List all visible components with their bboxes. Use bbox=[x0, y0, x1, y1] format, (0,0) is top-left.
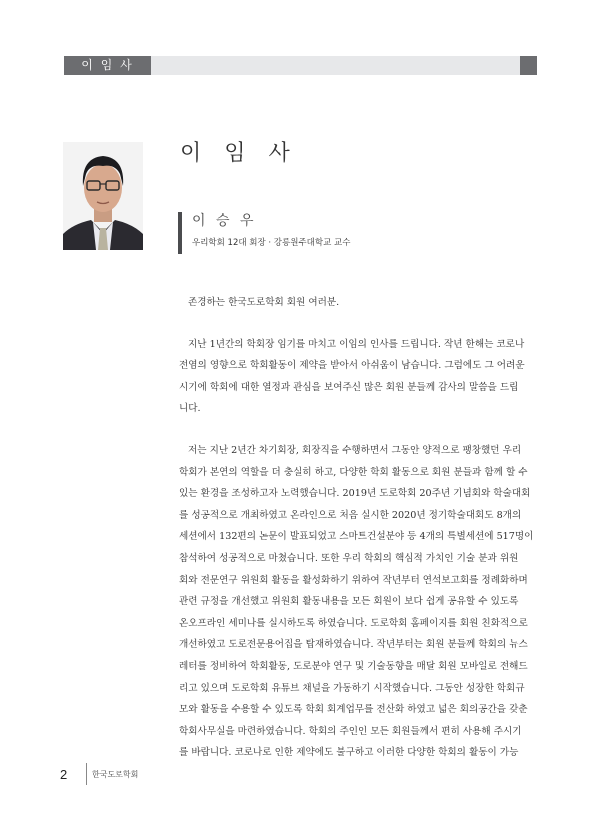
paragraph-line: 회와 전문연구 위원회 활동을 활성화하기 위하여 작년부터 연석보고회를 정례화하며 bbox=[179, 574, 528, 586]
paragraph-line: 를 바랍니다. 코로나로 인한 제약에도 불구하고 이러한 다양한 학회의 활동이 가능 bbox=[179, 747, 519, 759]
footer-divider bbox=[86, 763, 87, 785]
paragraph-line: 온오프라인 세미나를 실시하도록 하였습니다. 도로학회 홈페이지를 회원 친화적으로 bbox=[179, 617, 528, 629]
paragraph-line: 리고 있으며 도로학회 유튜브 채널을 가동하기 시작했습니다. 그동안 성장한 학회규 bbox=[179, 682, 525, 694]
paragraph-line: 세션에서 132편의 논문이 발표되었고 스마트건설분야 등 4개의 특별세션에 517명이 bbox=[179, 531, 534, 543]
author-block bbox=[178, 212, 350, 254]
body-text bbox=[179, 292, 539, 764]
author-photo bbox=[63, 142, 143, 250]
paragraph-line: 있는 환경을 조성하고자 노력했습니다. 2019년 도로학회 20주년 기념회와 학술대회 bbox=[179, 488, 531, 500]
paragraph-line: 모와 활동을 수용할 수 있도록 학회 회계업무를 전산화 하였고 넓은 회의공간을 갖춘 bbox=[179, 704, 528, 716]
paragraph-line: 참석하여 성공적으로 마쳤습니다. 또한 우리 학회의 핵심적 가치인 기술 분과 위원 bbox=[179, 552, 519, 564]
page-title: 이 임 사 bbox=[180, 141, 298, 166]
paragraph-line: 개선하였고 도로전문용어집을 탑재하였습니다. 작년부터는 회원 분들께 학회의 뉴스 bbox=[179, 639, 528, 651]
header-end-block bbox=[520, 56, 537, 75]
paragraph-line: 존경하는 한국도로학회 회원 여러분. bbox=[188, 297, 340, 308]
paragraph-line: 지난 1년간의 학회장 임기를 마치고 이임의 인사를 드립니다. 작년 한해는 코로나 bbox=[188, 338, 525, 350]
paragraph-line: 학회가 본연의 역할을 더 충실히 하고, 다양한 학회 활동으로 회원 분들과 함께 할 수 bbox=[179, 466, 528, 478]
paragraph-line: 시기에 학회에 대한 열정과 관심을 보여주신 많은 회원 분들께 감사의 말씀을 드립 bbox=[179, 381, 519, 393]
paragraph-line: 를 성공적으로 개최하였고 온라인으로 처음 실시한 2020년 정기학술대회도 8개의 bbox=[179, 509, 522, 521]
paragraph-line: 학회사무실을 마련하였습니다. 학회의 주인인 모든 회원들께서 편히 사용해 주시기 bbox=[179, 725, 522, 737]
publication-name: 한국도로학회 bbox=[92, 770, 139, 779]
paragraph-line: 관련 규정을 개선했고 위원회 활동내용을 모든 회원이 보다 쉽게 공유할 수 있도록 bbox=[179, 596, 519, 608]
paragraph-line: 니다. bbox=[179, 403, 201, 415]
paragraph-line: 전염의 영향으로 학회활동이 제약을 받아서 아쉬움이 남습니다. 그럼에도 그 어려운 bbox=[179, 360, 525, 372]
author-name: 이 승 우 bbox=[192, 213, 257, 229]
page-number: 2 bbox=[60, 767, 68, 782]
paragraph-line: 레터를 정비하여 학회활동, 도로분야 연구 및 기술동향을 매달 회원 모바일로 전해드 bbox=[179, 660, 528, 672]
paragraph-line: 저는 지난 2년간 차기회장, 회장직을 수행하면서 그동안 양적으로 팽창했던 우리 bbox=[188, 444, 522, 456]
header-tab: 이 임 사 bbox=[64, 56, 151, 75]
author-role: 우리학회 12대 회장 · 강릉원주대학교 교수 bbox=[192, 238, 351, 248]
